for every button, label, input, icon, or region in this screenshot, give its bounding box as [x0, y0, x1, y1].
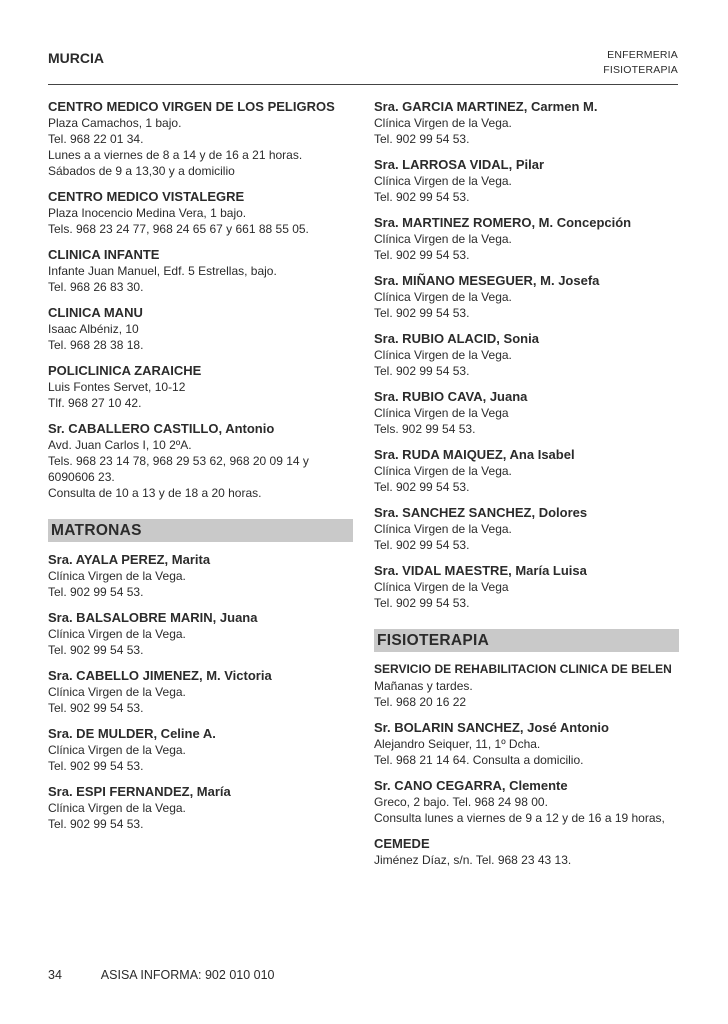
page-footer [48, 968, 275, 982]
entry-detail-line: Infante Juan Manuel, Edf. 5 Estrellas, bajo. [48, 264, 277, 278]
entry-detail-line: Tels. 968 23 14 78, 968 29 53 62, 968 20 09 14 y [48, 454, 309, 468]
entry-detail-line: Clínica Virgen de la Vega. [48, 685, 186, 699]
directory-entry [374, 504, 679, 553]
entry-detail-line: Clínica Virgen de la Vega. [374, 522, 512, 536]
entry-name: Sra. ESPI FERNANDEZ, María [48, 784, 231, 799]
entry-detail-line: Tels. 902 99 54 53. [374, 422, 476, 436]
entry-detail-line: Clínica Virgen de la Vega. [374, 116, 512, 130]
entry-name: Sra. AYALA PEREZ, Marita [48, 552, 211, 567]
entry-detail-line: Luis Fontes Servet, 10-12 [48, 380, 186, 394]
directory-entry [374, 562, 679, 611]
entry-detail-line: Tel. 902 99 54 53. [48, 701, 144, 715]
entry-detail-line: Isaac Albéniz, 10 [48, 322, 139, 336]
entry-detail-line: Clínica Virgen de la Vega. [374, 464, 512, 478]
entry-detail-line: Tels. 968 23 24 77, 968 24 65 67 y 661 88 55 05. [48, 222, 309, 236]
entry-detail-line: Clínica Virgen de la Vega. [48, 627, 186, 641]
entry-name: CENTRO MEDICO VIRGEN DE LOS PELIGROS [48, 99, 335, 114]
entry-detail-line: Tel. 902 99 54 53. [374, 364, 470, 378]
directory-entry [374, 719, 679, 768]
entry-detail-line: Alejandro Seiquer, 11, 1º Dcha. [374, 737, 541, 751]
directory-entry [48, 304, 353, 353]
directory-entry [48, 188, 353, 237]
entry-name: Sra. GARCIA MARTINEZ, Carmen M. [374, 99, 598, 114]
entry-detail-line: Tel. 968 21 14 64. Consulta a domicilio. [374, 753, 584, 767]
entry-detail-line: Tel. 902 99 54 53. [374, 132, 470, 146]
left-column [48, 98, 353, 841]
entry-name: CENTRO MEDICO VISTALEGRE [48, 189, 245, 204]
entry-detail-line: Clínica Virgen de la Vega. [48, 743, 186, 757]
directory-entry [48, 783, 353, 832]
fisioterapia-entry-list [374, 661, 679, 868]
entry-detail-line: Clínica Virgen de la Vega. [48, 801, 186, 815]
directory-entry [374, 835, 679, 868]
page-title: MURCIA [48, 50, 104, 66]
entry-name: Sra. RUBIO ALACID, Sonia [374, 331, 539, 346]
directory-entry [48, 362, 353, 411]
directory-entry [374, 777, 679, 826]
entry-detail-line: Tel. 968 22 01 34. [48, 132, 144, 146]
entry-detail-line: Clínica Virgen de la Vega. [374, 290, 512, 304]
directory-entry [48, 609, 353, 658]
entry-name: Sra. LARROSA VIDAL, Pilar [374, 157, 544, 172]
entry-detail-line: Consulta de 10 a 13 y de 18 a 20 horas. [48, 486, 262, 500]
entry-detail-line: Clínica Virgen de la Vega. [374, 174, 512, 188]
directory-entry [48, 551, 353, 600]
left-entry-list [48, 98, 353, 501]
entry-name: Sra. BALSALOBRE MARIN, Juana [48, 610, 258, 625]
section-heading-matronas: MATRONAS [48, 519, 353, 542]
entry-detail-line: Tel. 902 99 54 53. [48, 585, 144, 599]
entry-name: SERVICIO DE REHABILITACION CLINICA DE BELEN [374, 662, 672, 676]
entry-name: Sra. DE MULDER, Celine A. [48, 726, 216, 741]
directory-entry [374, 446, 679, 495]
section-tags [603, 48, 678, 78]
header-divider [48, 84, 678, 85]
entry-detail-line: Clínica Virgen de la Vega. [48, 569, 186, 583]
entry-name: Sra. RUBIO CAVA, Juana [374, 389, 528, 404]
entry-name: Sra. MIÑANO MESEGUER, M. Josefa [374, 273, 600, 288]
entry-name: Sra. CABELLO JIMENEZ, M. Victoria [48, 668, 272, 683]
directory-entry [48, 725, 353, 774]
entry-detail-line: Jiménez Díaz, s/n. Tel. 968 23 43 13. [374, 853, 572, 867]
entry-detail-line: Greco, 2 bajo. Tel. 968 24 98 00. [374, 795, 548, 809]
footer-text: ASISA INFORMA: 902 010 010 [100, 968, 275, 982]
entry-detail-line: Tel. 968 20 16 22 [374, 695, 467, 709]
directory-entry [374, 330, 679, 379]
entry-detail-line: Tel. 902 99 54 53. [374, 190, 470, 204]
entry-detail-line: Tel. 902 99 54 53. [374, 480, 470, 494]
directory-entry [48, 420, 353, 501]
directory-entry [48, 98, 353, 179]
directory-entry [374, 272, 679, 321]
entry-detail-line: Tel. 968 26 83 30. [48, 280, 144, 294]
entry-name: CLINICA INFANTE [48, 247, 160, 262]
section-heading-fisioterapia: FISIOTERAPIA [374, 629, 679, 652]
matronas-entry-list [48, 551, 353, 832]
entry-detail-line: Tel. 902 99 54 53. [48, 759, 144, 773]
section-tag-fisioterapia: FISIOTERAPIA [603, 64, 678, 76]
entry-detail-line: Tel. 902 99 54 53. [374, 306, 470, 320]
entry-detail-line: Lunes a a viernes de 8 a 14 y de 16 a 21 horas. [48, 148, 303, 162]
entry-detail-line: Clínica Virgen de la Vega. [374, 348, 512, 362]
directory-entry [374, 98, 679, 147]
entry-detail-line: Consulta lunes a viernes de 9 a 12 y de 16 a 19 horas, [374, 811, 665, 825]
directory-entry [374, 388, 679, 437]
entry-detail-line: Clínica Virgen de la Vega. [374, 232, 512, 246]
page-number: 34 [48, 968, 62, 982]
entry-detail-line: Avd. Juan Carlos I, 10 2ºA. [48, 438, 192, 452]
entry-name: CLINICA MANU [48, 305, 143, 320]
entry-detail-line: Tel. 968 28 38 18. [48, 338, 144, 352]
entry-detail-line: Plaza Camachos, 1 bajo. [48, 116, 182, 130]
entry-detail-line: Tel. 902 99 54 53. [374, 248, 470, 262]
directory-entry [374, 214, 679, 263]
entry-name: CEMEDE [374, 836, 430, 851]
entry-detail-line: Sábados de 9 a 13,30 y a domicilio [48, 164, 235, 178]
entry-name: Sr. CABALLERO CASTILLO, Antonio [48, 421, 275, 436]
entry-detail-line: Plaza Inocencio Medina Vera, 1 bajo. [48, 206, 247, 220]
right-column [374, 98, 679, 877]
entry-name: Sra. RUDA MAIQUEZ, Ana Isabel [374, 447, 575, 462]
entry-name: Sra. MARTINEZ ROMERO, M. Concepción [374, 215, 632, 230]
entry-detail-line: Tel. 902 99 54 53. [374, 538, 470, 552]
section-tag-enfermeria: ENFERMERIA [607, 49, 678, 61]
entry-detail-line: Clínica Virgen de la Vega [374, 580, 509, 594]
entry-detail-line: Tlf. 968 27 10 42. [48, 396, 142, 410]
entry-name: Sra. SANCHEZ SANCHEZ, Dolores [374, 505, 588, 520]
directory-entry [48, 667, 353, 716]
directory-entry [374, 156, 679, 205]
right-entry-list [374, 98, 679, 611]
entry-detail-line: Tel. 902 99 54 53. [48, 643, 144, 657]
entry-name: Sra. VIDAL MAESTRE, María Luisa [374, 563, 587, 578]
entry-detail-line: Tel. 902 99 54 53. [48, 817, 144, 831]
entry-name: Sr. CANO CEGARRA, Clemente [374, 778, 568, 793]
entry-detail-line: 6090606 23. [48, 470, 115, 484]
entry-name: Sr. BOLARIN SANCHEZ, José Antonio [374, 720, 609, 735]
entry-detail-line: Mañanas y tardes. [374, 679, 473, 693]
entry-name: POLICLINICA ZARAICHE [48, 363, 202, 378]
directory-entry [48, 246, 353, 295]
entry-detail-line: Tel. 902 99 54 53. [374, 596, 470, 610]
directory-entry [374, 661, 679, 710]
entry-detail-line: Clínica Virgen de la Vega [374, 406, 509, 420]
